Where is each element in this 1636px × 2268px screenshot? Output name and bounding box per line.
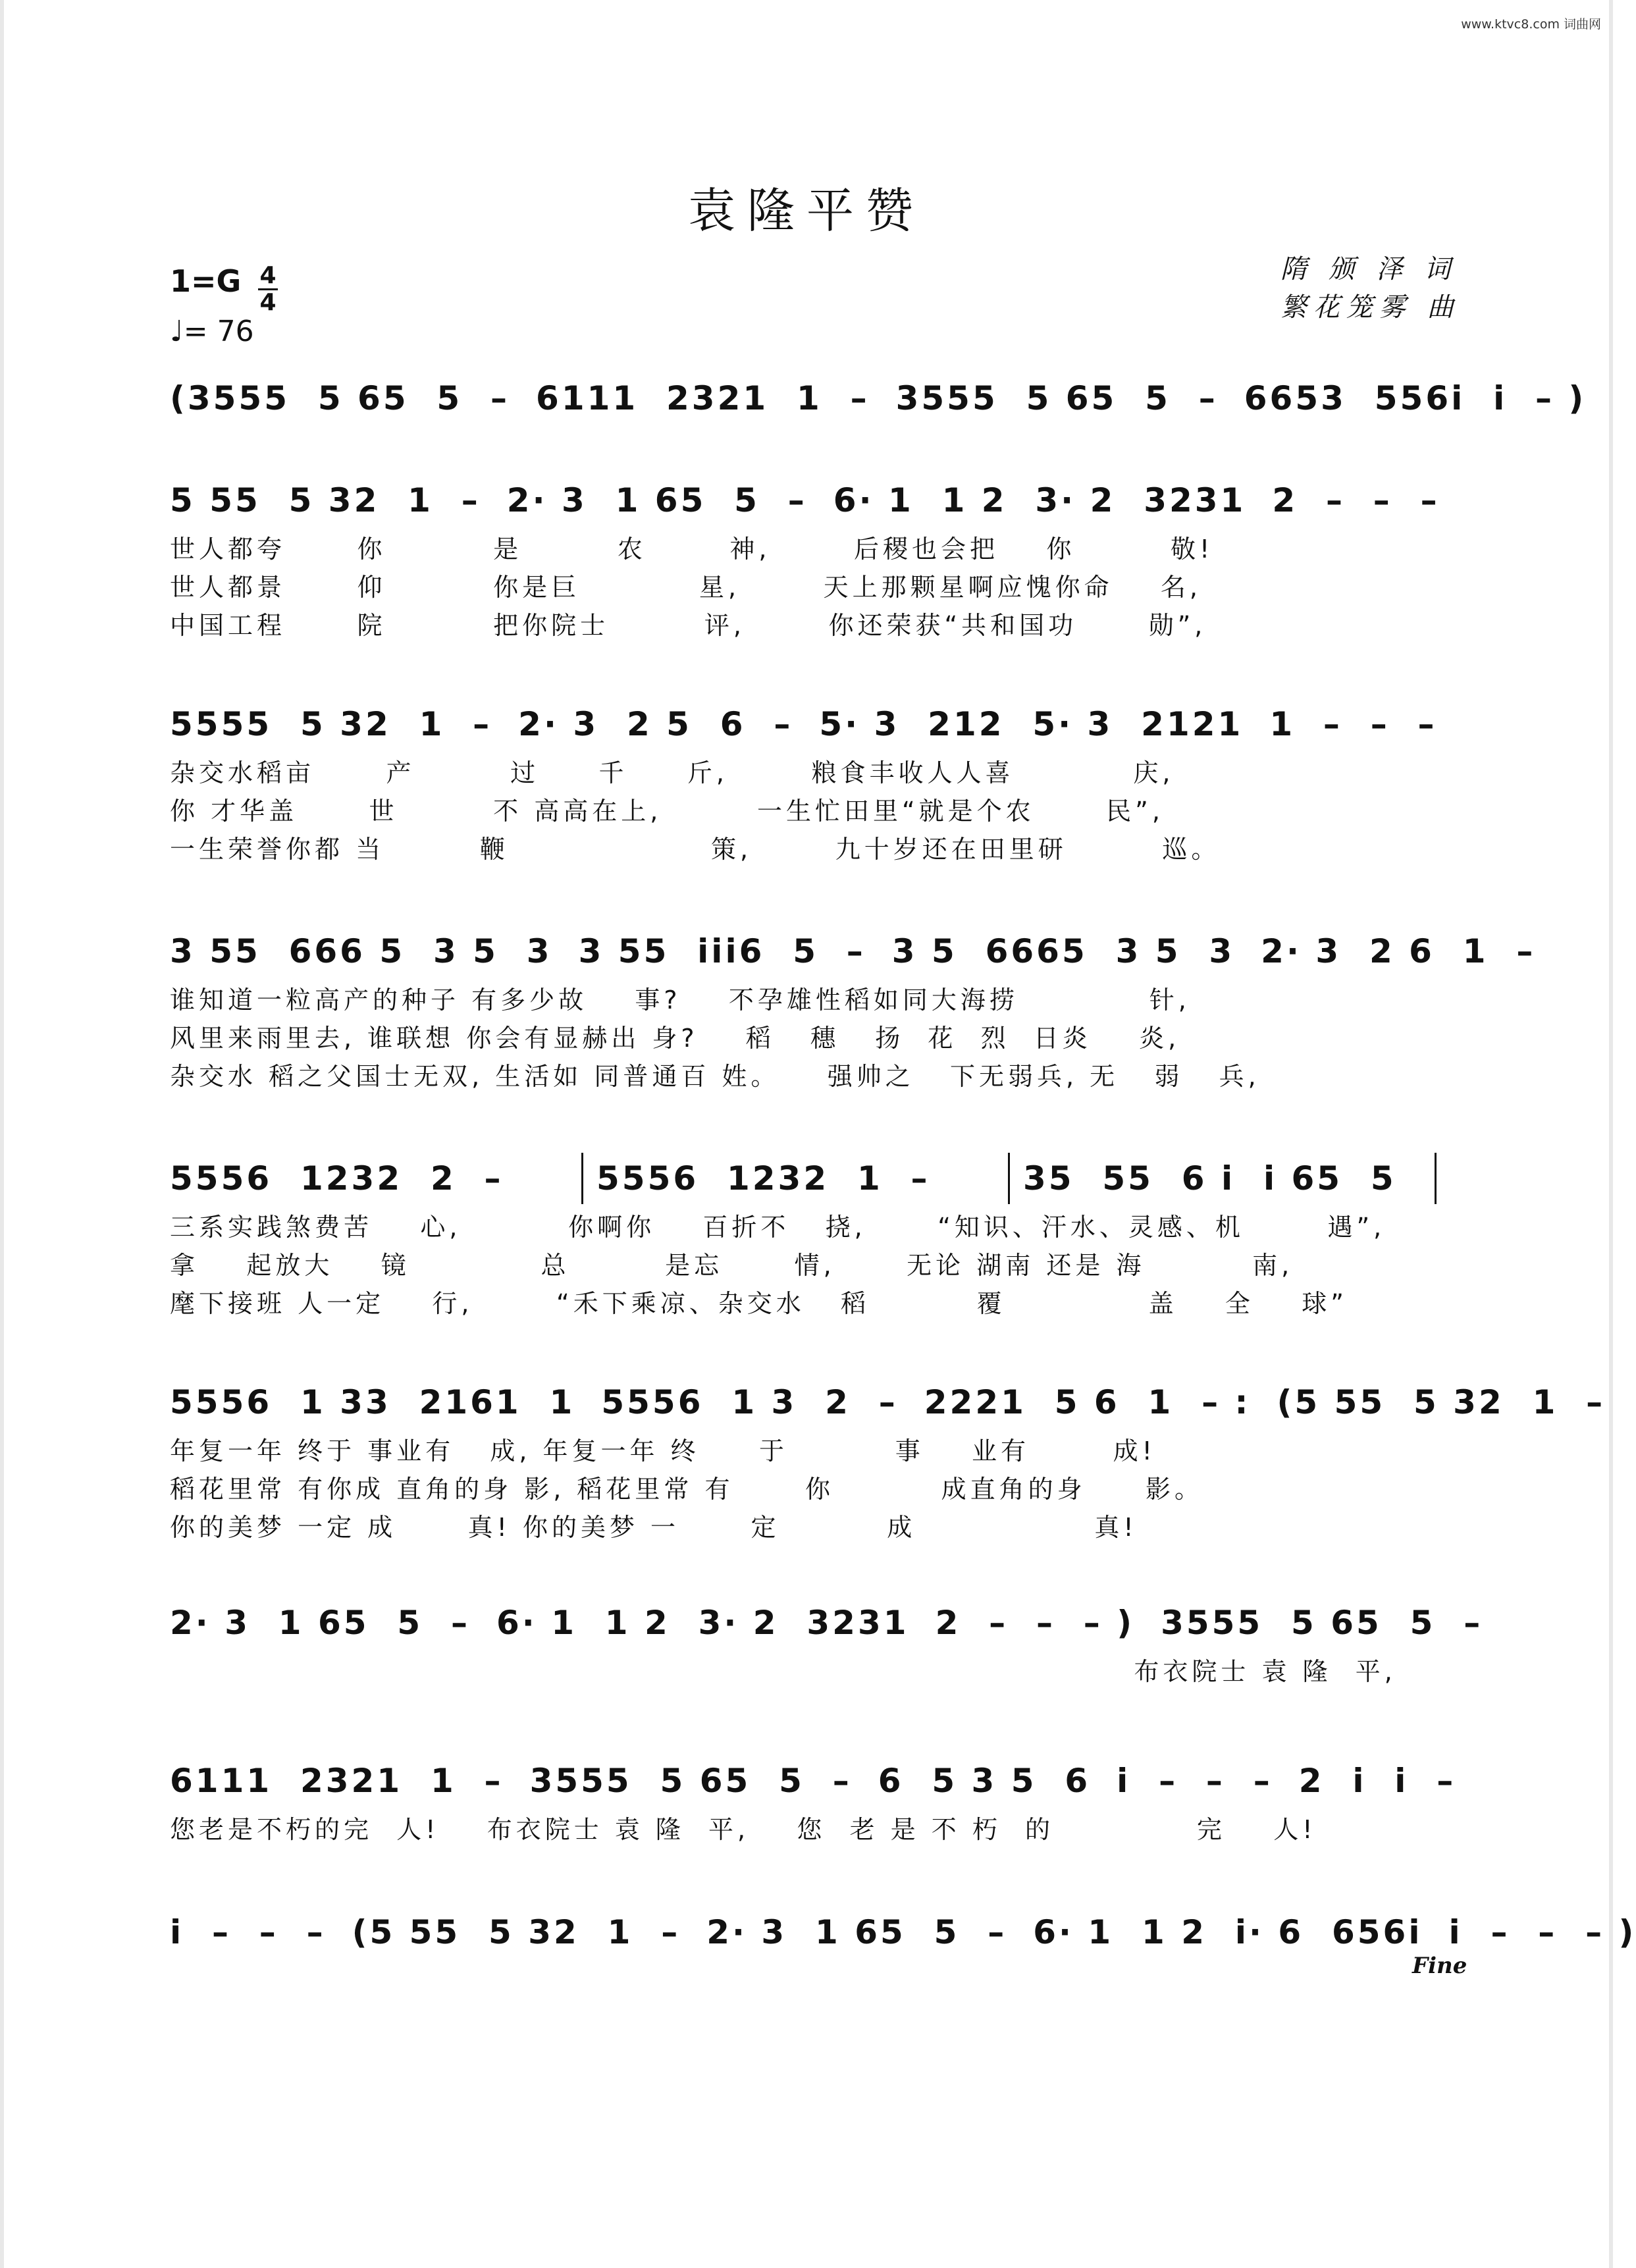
lyric-verse-1: 您老是不朽的完 人! 布衣院士 袁 隆 平, 您 老 是 不 朽 的 完 人! [170,1815,1317,1844]
notes-line [170,369,1587,428]
barline [1435,1153,1437,1204]
lyric-verse-2: 风里来雨里去, 谁联想 你会有显赫出 身? 稻 穗 扬 花 烈 日炎 炎, [170,1024,1180,1053]
measure: 5555 5 32 1 – [170,705,492,743]
system-7 [170,1593,1483,1691]
lyric-verse-1: 年复一年 终于 事业有 成, 年复一年 终 于 事 业有 成! [170,1437,1156,1465]
notes-line [170,1593,1483,1652]
measure: 2221 5 6 1 – : [924,1383,1251,1421]
credits [1280,250,1460,327]
system-8 [170,1751,1456,1849]
lyric-verse-3: 一生荣誉你都 当 鞭 策, 九十岁还在田里研 巡。 [170,835,1221,864]
measure: 2 – – – ) [935,1604,1135,1642]
measure: 3 55 666 5 3 5 3 [170,932,552,970]
lyric-verse-3: 中国工程 院 把你院士 评, 你还荣获“共和国功 勋”, [170,611,1207,640]
lyric-verse-3: 杂交水 稻之父国士无双, 生活如 同普通百 姓。 强帅之 下无弱兵, 无 弱 兵, [170,1062,1260,1091]
system-4 [170,922,1536,1095]
measure: 2· 3 1 65 5 – [506,481,807,519]
time-signature-bottom: 4 [259,289,277,316]
measure: 5 55 5 32 1 – [170,481,481,519]
lyric-verse-2: 拿 起放大 镜 总 是忘 情, 无论 湖南 还是 海 南, [170,1251,1294,1280]
lyricist-credit: 隋 颁 泽 词 [1280,254,1458,284]
notes-line [170,922,1536,981]
measure: 3555 5 65 5 – [1161,1604,1483,1642]
time-signature [258,263,278,315]
system-6 [170,1373,1606,1546]
lyric-verse-1: 世人都夸 你 是 农 神, 后稷也会把 你 敬! [170,535,1214,564]
measure: 2 – – – [1272,481,1440,519]
key-signature: 1=G [170,263,242,299]
site-watermark: www.ktvc8.com 词曲网 [1461,17,1601,32]
measure: 5556 1232 2 – [170,1159,504,1198]
song-title: 袁隆平赞 [687,183,925,238]
measure: 3555 5 65 5 – [529,1762,852,1800]
lyric-verse-1: 谁知道一粒高产的种子 有多少故 事? 不孕雄性稻如同大海捞 针, [170,986,1190,1015]
system-1 [170,369,1587,428]
measure: 5556 1 33 2161 1 [170,1383,575,1421]
measure: 6 5 3 5 6 [878,1762,1091,1800]
measure: 1 – – – [1269,705,1437,743]
measure: 2· 3 1 65 5 – [706,1913,1007,1951]
system-5 [170,1149,1450,1323]
measure: i – – – [1117,1762,1273,1800]
measure: 5556 1232 1 – [596,1159,930,1198]
notes-line [170,471,1450,530]
measure: (5 55 5 32 1 – [352,1913,681,1951]
measure: i – – – [170,1913,326,1951]
measure: 6· 1 1 2 i· 6 656i [1033,1913,1423,1951]
lyric-verse-3: 你的美梦 一定 成 真! 你的美梦 一 定 成 真! [170,1513,1138,1542]
fine-marking: Fine [1412,1953,1467,1979]
measure: 3 5 6665 3 5 3 [891,932,1235,970]
system-9 [170,1903,1636,1962]
measure: 6· 1 1 2 3· 2 3231 [833,481,1246,519]
composer-credit: 繁花笼雾 曲 [1280,292,1460,323]
system-3 [170,695,1450,868]
measure: i – – – ) [1448,1913,1636,1951]
measure: 2· 3 2 6 1 – [1261,932,1536,970]
lyric-verse-2: 稻花里常 有你成 直角的身 影, 稻花里常 有 你 成直角的身 影。 [170,1475,1204,1504]
measure: 2 i i – [1298,1762,1456,1800]
lyric-verse-3: 麾下接班 人一定 行, “禾下乘凉、杂交水 稻 覆 盖 全 球” [170,1289,1348,1318]
notes-line [170,695,1450,754]
measure: (5 55 5 32 1 – [1277,1383,1606,1421]
lyric-verse-2: 你 才华盖 世 不 高高在上, 一生忙田里“就是个农 民”, [170,797,1164,826]
measure: 6· 1 1 2 3· 2 3231 [496,1604,909,1642]
measure: 6111 2321 1 – [536,379,870,417]
notes-line [170,1149,1450,1208]
lyric-verse-1: 三系实践煞费苦 心, 你啊你 百折不 挠, “知识、汗水、灵感、机 遇”, [170,1213,1386,1242]
time-signature-top: 4 [259,262,277,289]
measure: 6111 2321 1 – [170,1762,504,1800]
lyric-verse-1: 杂交水稻亩 产 过 千 斤, 粮食丰收人人喜 庆, [170,758,1174,787]
measure: 3555 5 65 5 – [895,379,1218,417]
measure: 5556 1 3 2 – [601,1383,898,1421]
measure: 35 55 6 i i 65 5 [1023,1159,1396,1198]
lyric-verse-1: 布衣院士 袁 隆 平, [170,1657,1396,1686]
measure: 6653 556i i – ) [1244,379,1587,417]
page-edge-left [0,0,4,2268]
measure: 5· 3 212 5· 3 2121 [819,705,1244,743]
barline [1008,1153,1010,1204]
measure: 2· 3 2 5 6 – [518,705,793,743]
lyric-verse-2: 世人都景 仰 你是巨 星, 天上那颗星啊应愧你命 名, [170,573,1202,602]
system-2 [170,471,1450,645]
measure: 3 55 iii6 5 – [578,932,866,970]
measure: 2· 3 1 65 5 – [170,1604,470,1642]
barline [581,1153,583,1204]
measure: (3555 5 65 5 – [170,379,510,417]
notes-line [170,1903,1636,1962]
notes-line [170,1373,1606,1432]
tempo-marking: ♩= 76 [170,315,254,348]
notes-line [170,1751,1456,1810]
